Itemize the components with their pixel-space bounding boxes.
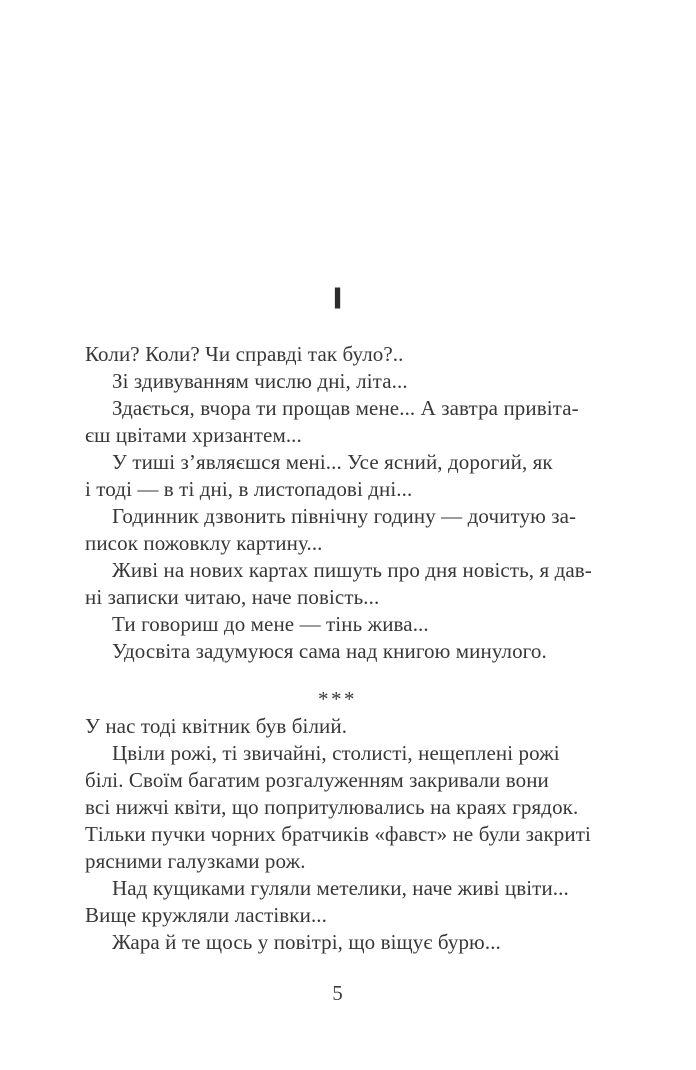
text-line: Цвіли рожі, ті звичайні, столисті, нещеплені рожі [112,741,560,765]
text-line: Зі здивуванням числю дні, літа... [112,369,408,393]
text-line: У нас тоді квітник був білий. [85,714,348,738]
text-line: Удосвіта задумуюся сама над книгою минулого. [112,639,547,663]
text-line: Над кущиками гуляли метелики, наче живі цвіти... [112,876,569,900]
text-line: писок пожовклу картину... [85,531,323,555]
text-line: Здається, вчора ти прощав мене... А завтра привіта- [112,396,579,420]
text-line: всі нижчі квіти, що попритулювались на краях грядок. [85,795,579,819]
text-line: білі. Своїм багатим розгалуженням закривали вони [85,768,549,792]
chapter-heading: І [333,283,342,315]
text-line: Вище кружляли ластівки... [85,903,327,927]
text-line: Жара й те щось у повітрі, що віщує бурю... [112,930,501,954]
text-line: єш цвітами хризантем... [85,423,302,447]
text-section-2 [85,713,608,956]
text-line: рясними галузками рож. [85,849,306,873]
text-section-1 [85,341,608,665]
text-line: Ти говориш до мене — тінь жива... [112,612,429,636]
text-line: Годинник дзвонить північну годину — дочитую за- [112,504,577,528]
text-line: У тиші з’являєшся мені... Усе ясний, дорогий, як [112,450,553,474]
text-line: Живі на нових картах пишуть про дня новість, я дав- [112,558,592,582]
text-line: Тільки пучки чорних братчиків «фавст» не були закриті [85,822,591,846]
text-line: Коли? Коли? Чи справді так було?.. [85,342,404,366]
page-number: 5 [332,981,343,1005]
text-line: і тоді — в ті дні, в листопадові дні... [85,477,413,501]
section-separator: *** [318,687,357,711]
text-line: ні записки читаю, наче повість... [85,585,380,609]
